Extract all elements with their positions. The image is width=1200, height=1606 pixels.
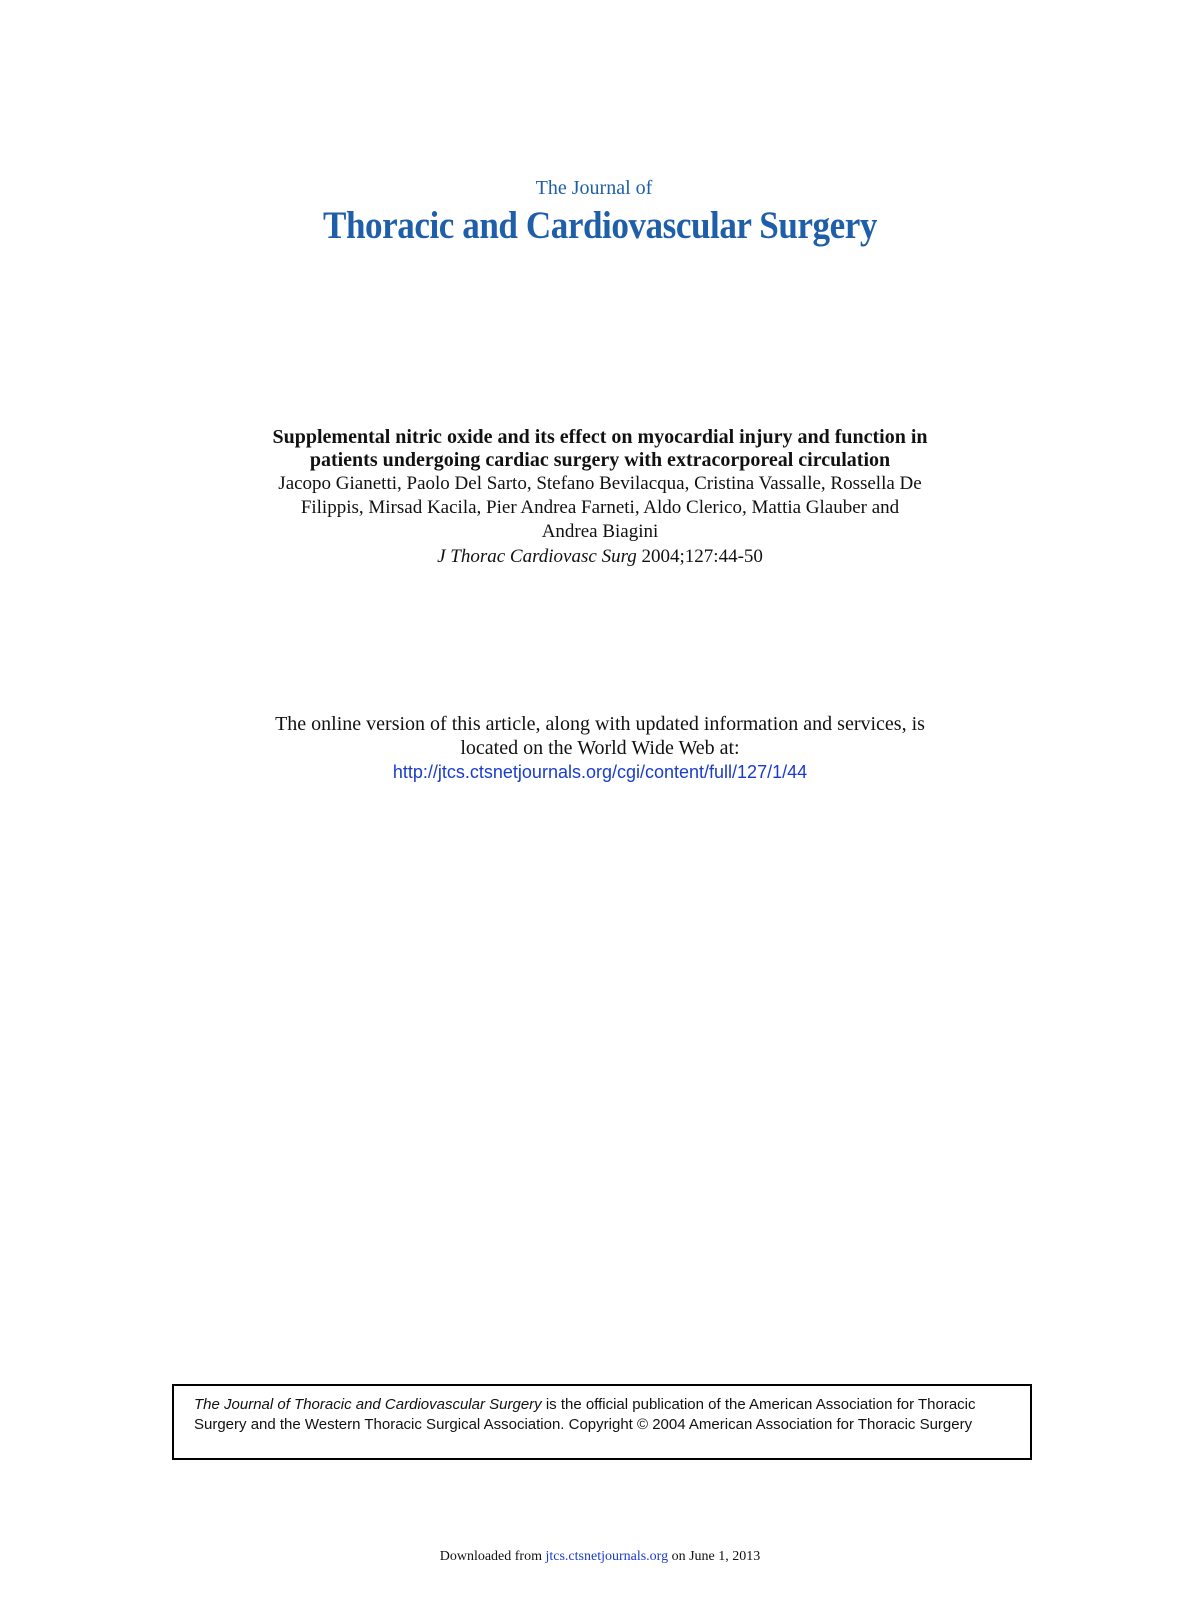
footer-site-link[interactable]: jtcs.ctsnetjournals.org [545, 1549, 669, 1564]
citation-details: 2004;127:44-50 [636, 546, 763, 567]
copyright-notice-box [172, 1384, 1032, 1460]
article-citation [160, 544, 1040, 570]
download-footer [0, 1547, 1200, 1567]
footer-suffix: on June 1, 2013 [668, 1549, 761, 1564]
authors-line-1: Jacopo Gianetti, Paolo Del Sarto, Stefano Bevilacqua, Cristina Vassalle, Rossella De [278, 473, 922, 494]
online-text-line-2: located on the World Wide Web at: [460, 737, 740, 759]
online-version-notice [160, 712, 1040, 784]
authors-line-3: Andrea Biagini [541, 521, 659, 542]
journal-prefix: The Journal of [535, 177, 653, 199]
notice-text: is the official publication of the American Association for Thoracic Surgery and the Western Thoracic Surgical Association. Copyright © 2004 American Association for Thoracic Surgery [194, 1396, 976, 1433]
citation-journal: J Thorac Cardiovasc Surg [437, 546, 637, 567]
authors-line-2: Filippis, Mirsad Kacila, Pier Andrea Farneti, Aldo Clerico, Mattia Glauber and [300, 497, 900, 518]
notice-journal-name: The Journal of Thoracic and Cardiovascular Surgery [194, 1396, 542, 1413]
article-authors [160, 472, 1040, 544]
journal-masthead [0, 176, 1200, 250]
article-url-link[interactable]: http://jtcs.ctsnetjournals.org/cgi/content/full/127/1/44 [392, 762, 808, 782]
article-title [160, 426, 1040, 472]
online-text-line-1: The online version of this article, along with updated information and services, is [275, 713, 925, 735]
footer-prefix: Downloaded from [439, 1549, 546, 1564]
journal-name: Thoracic and Cardiovascular Surgery [323, 204, 877, 247]
article-info [160, 426, 1040, 570]
article-title-line-2: patients undergoing cardiac surgery with extracorporeal circulation [309, 449, 891, 471]
article-title-line-1: Supplemental nitric oxide and its effect on myocardial injury and function in [272, 426, 928, 448]
